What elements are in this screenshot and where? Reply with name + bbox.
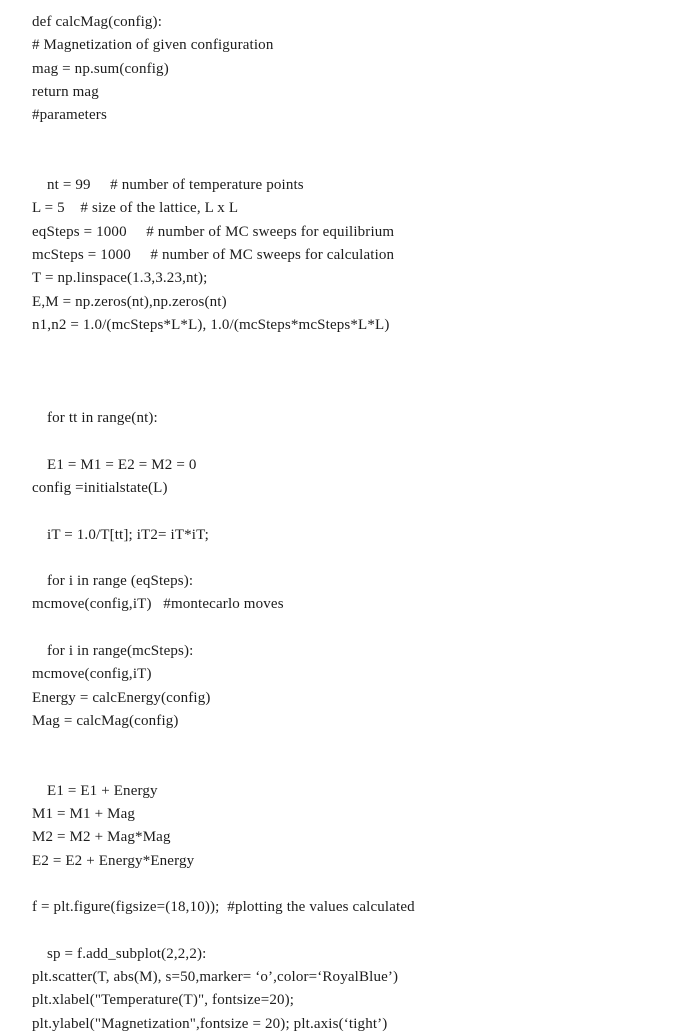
code-blank-line — [0, 733, 682, 756]
code-blank-line — [0, 547, 682, 570]
code-line: mcSteps = 1000 # number of MC sweeps for calculation — [32, 246, 395, 263]
code-blank-line — [0, 337, 682, 360]
code-line: M1 = M1 + Mag — [32, 806, 136, 823]
code-line: mcmove(config,iT) #montecarlo moves — [32, 596, 284, 613]
code-blank-line — [0, 430, 682, 453]
code-blank-line — [0, 920, 682, 943]
code-line: L = 5 # size of the lattice, L x L — [32, 200, 239, 217]
code-blank-line — [0, 360, 682, 383]
code-line: eqSteps = 1000 # number of MC sweeps for equilibrium — [32, 223, 395, 240]
code-line: iT = 1.0/T[tt]; iT2= iT*iT; — [47, 526, 209, 543]
code-line: # Magnetization of given configuration — [32, 37, 274, 54]
code-line: plt.ylabel("Magnetization",fontsize = 20); plt.axis(‘tight’) — [32, 1015, 388, 1032]
code-line: Energy = calcEnergy(config) — [32, 689, 211, 706]
code-blank-line — [0, 873, 682, 896]
code-line: M2 = M2 + Mag*Mag — [32, 829, 171, 846]
code-line: E2 = E2 + Energy*Energy — [32, 852, 195, 869]
code-line: mag = np.sum(config) — [32, 60, 169, 77]
code-line: E1 = E1 + Energy — [47, 782, 158, 799]
code-line: n1,n2 = 1.0/(mcSteps*L*L), 1.0/(mcSteps*mcSteps*L*L) — [32, 316, 390, 333]
code-line: T = np.linspace(1.3,3.23,nt); — [32, 270, 208, 287]
code-blank-line — [0, 757, 682, 780]
code-line: plt.scatter(T, abs(M), s=50,marker= ‘o’,color=‘RoyalBlue’) — [32, 969, 399, 986]
code-line: mcmove(config,iT) — [32, 666, 152, 683]
code-blank-line — [0, 617, 682, 640]
code-blank-line — [0, 384, 682, 407]
code-blank-line — [0, 500, 682, 523]
code-line: nt = 99 # number of temperature points — [47, 177, 304, 194]
code-line: #parameters — [32, 107, 107, 124]
code-line: for i in range (eqSteps): — [47, 573, 194, 590]
code-line: return mag — [32, 83, 99, 100]
code-line: for i in range(mcSteps): — [47, 643, 194, 660]
code-line: for tt in range(nt): — [47, 410, 158, 427]
code-line: sp = f.add_subplot(2,2,2): — [47, 945, 207, 962]
code-line: E1 = M1 = E2 = M2 = 0 — [47, 456, 197, 473]
code-blank-line — [0, 151, 682, 174]
code-line: E,M = np.zeros(nt),np.zeros(nt) — [32, 293, 227, 310]
code-line: f = plt.figure(figsize=(18,10)); #plotting the values calculated — [32, 899, 415, 916]
code-line: config =initialstate(L) — [32, 479, 168, 496]
code-line: def calcMag(config): — [32, 14, 163, 30]
code-line: Mag = calcMag(config) — [32, 712, 179, 729]
code-line: plt.xlabel("Temperature(T)", fontsize=20); — [32, 992, 295, 1009]
code-blank-line — [0, 127, 682, 150]
